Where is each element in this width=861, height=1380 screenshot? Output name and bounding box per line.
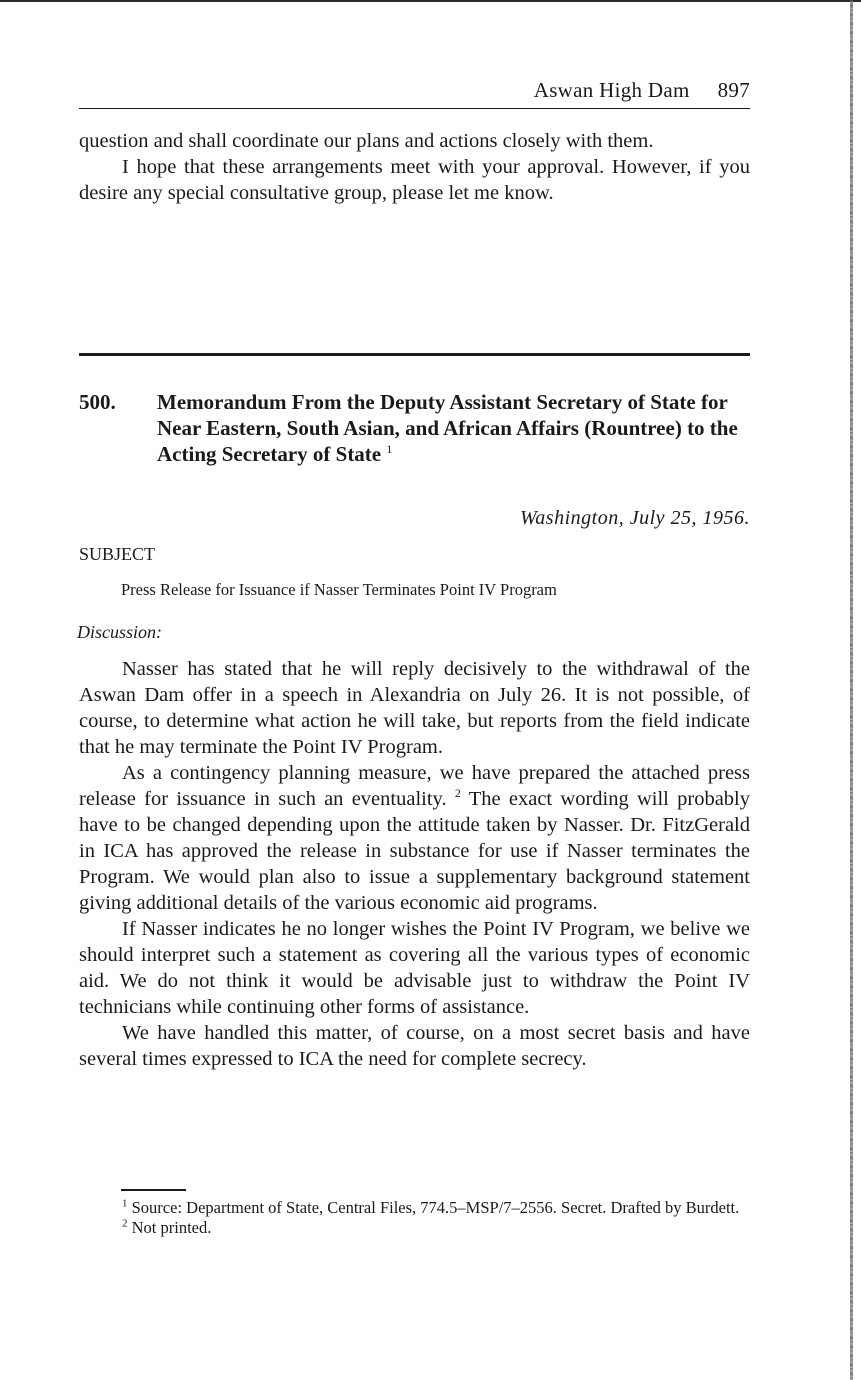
intro-text bbox=[79, 128, 750, 206]
footnote-1 bbox=[79, 1198, 750, 1218]
running-head bbox=[79, 78, 750, 109]
footnote-2 bbox=[79, 1218, 750, 1238]
document-title bbox=[157, 389, 757, 467]
footnote-text: Source: Department of State, Central Files, 774.5–MSP/7–2556. Secret. Drafted by Burdett. bbox=[131, 1198, 740, 1217]
page-edge bbox=[850, 0, 853, 1380]
discussion-paragraph: We have handled this matter, of course, on a most secret basis and have several times expressed to ICA the need for complete secrecy. bbox=[79, 1022, 750, 1070]
discussion-paragraph: Nasser has stated that he will reply decisively to the withdrawal of the Aswan Dam offer in a speech in Alexandria on July 26. It is not possible, of course, to determine what action he will take, but reports from the field indicate that he may terminate the Point IV Program. bbox=[79, 658, 750, 758]
discussion-paragraph: If Nasser indicates he no longer wishes the Point IV Program, we belive we should interpret such a statement as covering all the various types of economic aid. We do not think it would be advisable just to withdraw the Point IV technicians while continuing other forms of assistance. bbox=[79, 918, 750, 1018]
dateline: Washington, July 25, 1956. bbox=[519, 507, 750, 529]
document-title-text: Memorandum From the Deputy Assistant Secretary of State for Near Eastern, South Asian, and African Affairs (Rountree) to the Acting Secretary of State bbox=[157, 390, 738, 466]
subject-label: SUBJECT bbox=[79, 544, 156, 564]
discussion-label: Discussion: bbox=[77, 622, 162, 642]
section-divider bbox=[79, 353, 750, 356]
footnote-ref-2[interactable]: 2 bbox=[454, 786, 461, 801]
discussion-paragraph bbox=[79, 760, 750, 916]
paragraph-text: As a contingency planning measure, we have prepared the attached press release for issuance in such an eventuality. bbox=[79, 762, 750, 810]
document-number: 500. bbox=[79, 390, 116, 414]
intro-paragraph: I hope that these arrangements meet with your approval. However, if you desire any special consultative group, please let me know. bbox=[79, 156, 750, 204]
page-top-border bbox=[0, 0, 861, 2]
footnote-ref-1[interactable]: 1 bbox=[386, 442, 393, 456]
paragraph-text: The exact wording will probably have to be changed depending upon the attitude taken by Nasser. Dr. FitzGerald in ICA has approved the release in substance for use if Nasser terminates the Program. We would plan also to issue a supplementary background statement giving additional details of the various economic aid programs. bbox=[79, 788, 751, 914]
page-number: 897 bbox=[717, 78, 750, 102]
footnote-divider bbox=[121, 1189, 186, 1191]
footnote-text: Not printed. bbox=[131, 1218, 212, 1237]
intro-paragraph: question and shall coordinate our plans and actions closely with them. bbox=[79, 130, 654, 152]
subject-text: Press Release for Issuance if Nasser Terminates Point IV Program bbox=[121, 580, 557, 599]
footnote-mark: 1 bbox=[122, 1197, 128, 1210]
footnote-mark: 2 bbox=[122, 1217, 128, 1230]
running-head-title: Aswan High Dam bbox=[533, 78, 690, 102]
footnotes bbox=[79, 1198, 750, 1238]
discussion-text bbox=[79, 656, 750, 1072]
